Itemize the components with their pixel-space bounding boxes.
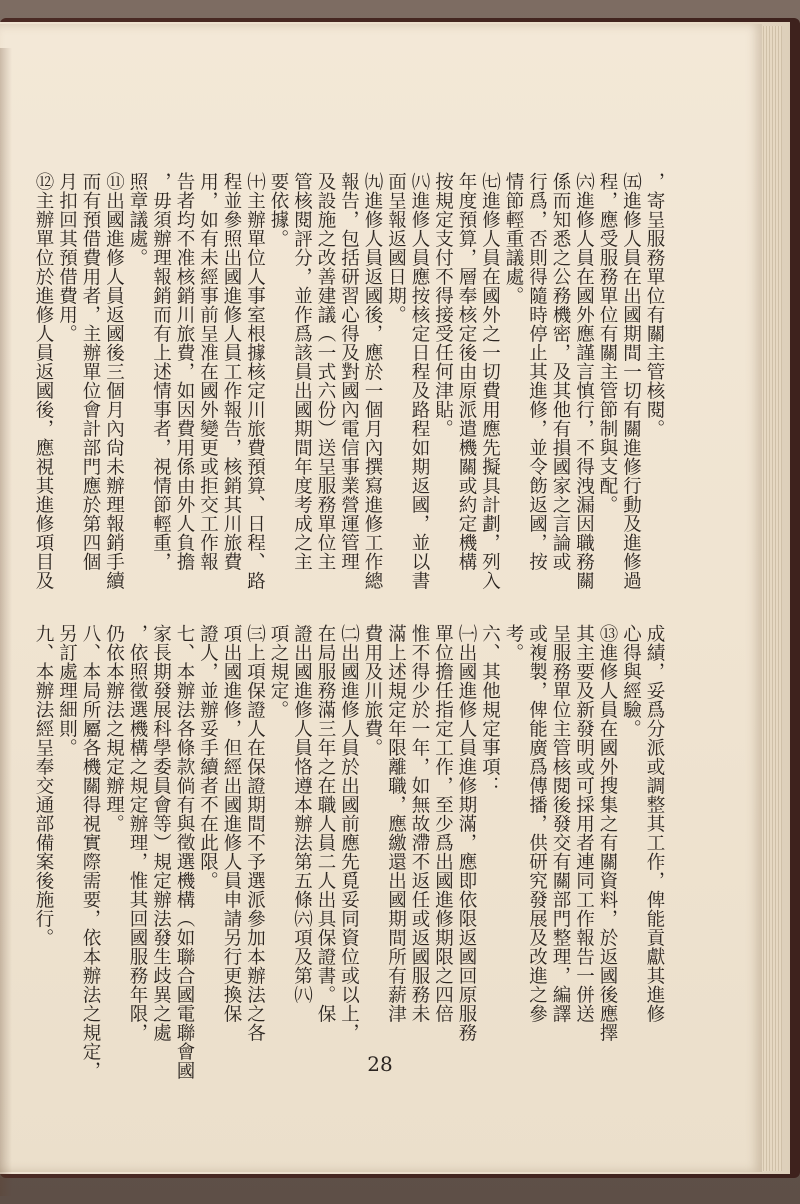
text-column: 單位擔任指定工作，至少爲出國進修期限之四倍 — [432, 624, 454, 1023]
text-column: 另訂處理細則。 — [56, 624, 78, 757]
text-column: 告者均不准核銷川旅費，如因費用係由外人負擔 — [174, 172, 195, 571]
section-heading: 七、本辦法各條款倘有與徵選機構（如聯合國電聯會國 — [174, 624, 195, 1080]
text-column: 在局服務滿三年之在職人員二人出具保證書。保 — [315, 624, 336, 1023]
text-column: 及設施之改善建議（一式六份）送呈服務單位主 — [315, 172, 336, 571]
binding-shadow — [0, 48, 12, 1196]
text-column: 程並參照出國進修人員工作報告，核銷其川旅費 — [221, 172, 242, 571]
text-column: 證出國進修人員恪遵本辦法第五條㈥項及第㈧ — [291, 624, 313, 1004]
text-column: 費用及川旅費。 — [362, 624, 383, 757]
text-column: 項出國進修，但經出國進修人員申請另行更換保 — [221, 624, 242, 1023]
book-page — [0, 24, 762, 1172]
text-column: 按規定支付不得接受任何津貼。 — [432, 172, 454, 438]
text-column: 程，應受服務單位有關主管節制與支配。 — [597, 172, 618, 514]
text-column: 要依據。 — [268, 172, 289, 248]
text-column: ㈦進修人員在國外之一切費用應先擬具計劃，列入 — [479, 172, 501, 590]
text-column: 家長期發展科學委員會等）規定辦法發生歧異之處 — [150, 624, 172, 1042]
text-column: 滿上述規定年限離職，應繳還出國期間所有薪津 — [385, 624, 407, 1023]
text-column: 證人，並辦妥手續者不在此限。 — [197, 624, 219, 890]
text-column: 情節輕重議處。 — [503, 172, 524, 305]
text-column: 考。 — [503, 624, 524, 662]
text-column: 而有預借費用者，主辦單位會計部門應於第四個 — [80, 172, 101, 571]
text-column: ，毋須辦理報銷而有上述情事者，視情節輕重， — [150, 172, 172, 571]
section-heading: 八、本局所屬各機關得視實際需要，依本辦法之規定， — [80, 624, 101, 1080]
section-heading: 九、本辦法經呈奉交通部備案後施行。 — [33, 624, 54, 947]
text-column: 月扣回其預借費用。 — [56, 172, 78, 343]
text-column: 惟不得少於一年，如無故滯不返任或返國服務未 — [409, 624, 430, 1023]
text-column: 仍依本辦法之規定辦理。 — [103, 624, 125, 833]
page-number: 28 — [367, 1052, 393, 1076]
text-column: 管核閱評分，並作爲該員出國期間年度考成之主 — [291, 172, 313, 571]
text-column: 報告，包括研習心得及對國內電信事業營運管理 — [338, 172, 360, 571]
section-heading: 六、其他規定事項： — [479, 624, 501, 795]
text-column: 呈服務單位主管核閱後發交有關部門整理，編譯 — [550, 624, 571, 1023]
text-column: 係而知悉之公務機密，及其他有損國家之言論或 — [550, 172, 571, 571]
text-column: ㈠出國進修人員進修期滿，應即依限返國回原服務 — [456, 624, 477, 1042]
text-column: 年度預算，層奉核定後由原派遣機關或約定機構 — [456, 172, 477, 571]
text-column: ㈡出國進修人員於出國前應先覓妥同資位或以上， — [338, 624, 360, 1042]
text-column: 成績，妥爲分派或調整其工作，俾能貢獻其進修 — [644, 624, 665, 1023]
text-column: ㈩主辦單位人事室根據核定川旅費預算、日程、路 — [244, 172, 266, 590]
text-column: ⑬進修人員在國外搜集之有關資料，於返國後應擇 — [597, 624, 618, 1042]
text-column: ，寄呈服務單位有關主管核閱。 — [644, 172, 665, 438]
text-column: ㈢上項保證人在保證期間不予選派參加本辦法之各 — [244, 624, 266, 1042]
text-column: ㈧進修人員應按核定日程及路程如期返國，並以書 — [409, 172, 430, 590]
text-column: ㈥進修人員在國外應謹言慎行，不得洩漏因職務關 — [573, 172, 595, 590]
text-column: 行爲，否則得隨時停止其進修，並令飭返國，按 — [526, 172, 548, 571]
text-column: 照章議處。 — [127, 172, 148, 267]
text-column: ，依照徵選機構之規定辦理，惟其回國服務年限， — [127, 624, 148, 1042]
text-column: ⑪出國進修人員返國後三個月內尙未辦理報銷手續 — [103, 172, 125, 590]
text-column: ⑫主辦單位於進修人員返國後，應視其進修項目及 — [33, 172, 54, 590]
text-column: 項之規定。 — [268, 624, 289, 719]
text-column: 面呈報返國日期。 — [385, 172, 407, 324]
text-column: 或複製，俾能廣爲傳播，供研究發展及改進之參 — [526, 624, 548, 1023]
text-column: 用，如有未經事前呈准在國外變更或拒交工作報 — [197, 172, 219, 571]
top-text-block — [33, 172, 666, 622]
text-column: ㈤進修人員在出國期間一切有關進修行動及進修過 — [620, 172, 642, 590]
text-column: 心得與經驗。 — [620, 624, 642, 738]
text-column: 其主要及新發明或可採用者連同工作報告一併送 — [573, 624, 595, 1023]
text-column: ㈨進修人員返國後，應於一個月內撰寫進修工作總 — [362, 172, 383, 590]
